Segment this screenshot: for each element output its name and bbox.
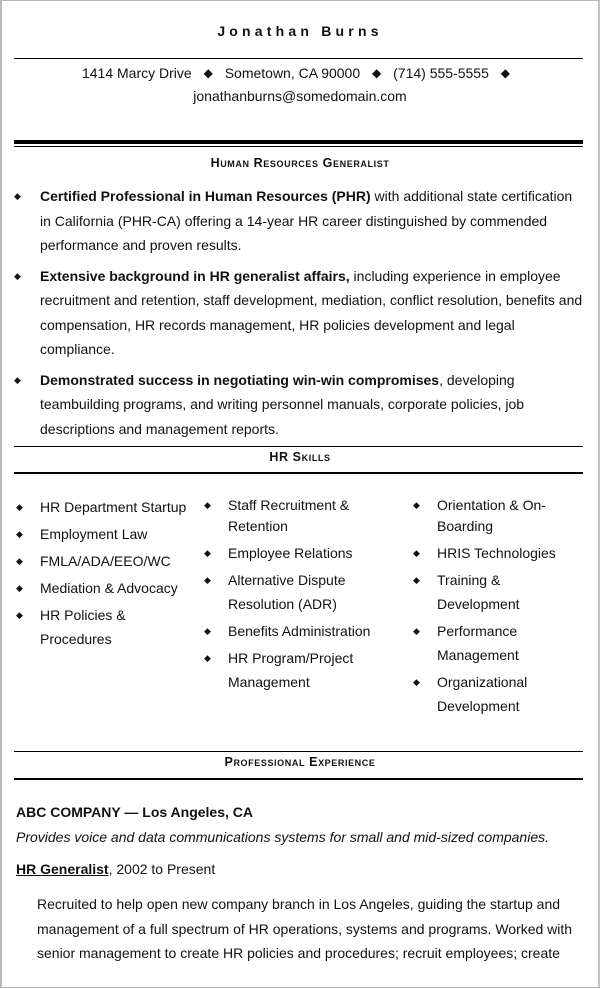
role-dates: , 2002 to Present: [108, 861, 216, 877]
header-divider: [14, 58, 583, 59]
thin-divider: [14, 146, 583, 147]
skill-label: HR Department Startup: [40, 499, 187, 515]
bullet-diamond-icon: ◆: [413, 575, 420, 585]
candidate-name: Jonathan Burns: [217, 23, 383, 39]
skill-label: HR Policies & Procedures: [40, 607, 126, 647]
skills-column-3: [413, 495, 573, 721]
skill-item: [204, 568, 363, 616]
summary-item-bold: Demonstrated success in negotiating win-win compromises: [40, 371, 440, 388]
email[interactable]: jonathanburns@somedomain.com: [193, 88, 407, 104]
summary-item-text: , developing teambuilding programs, and writing personnel manuals, corporate policies, job descriptions and management reports.: [40, 371, 525, 437]
skill-label: Performance Management: [437, 623, 519, 663]
bullet-diamond-icon: ◆: [204, 548, 211, 558]
diamond-separator-icon: ◆: [372, 66, 382, 80]
company-description: Provides voice and data communications systems for small and mid-sized companies.: [16, 829, 550, 845]
bullet-diamond-icon: ◆: [16, 529, 23, 539]
city-state-zip: Sometown, CA 90000: [224, 65, 361, 81]
experience-top-divider: [14, 751, 583, 752]
summary-item-bold: Extensive background in HR generalist affairs,: [40, 267, 350, 284]
bullet-diamond-icon: ◆: [14, 191, 21, 201]
summary-item: [14, 264, 586, 362]
skill-label: Employment Law: [40, 526, 148, 542]
skill-label: HRIS Technologies: [437, 545, 556, 561]
address: 1414 Marcy Drive: [81, 65, 192, 81]
summary-item-text: including experience in employee recruitment and retention, staff development, mediation, conflict resolution, benefits and compensation, HR records management, HR policies development and legal compliance.: [40, 267, 583, 357]
bullet-diamond-icon: ◆: [16, 556, 23, 566]
bullet-diamond-icon: ◆: [14, 374, 21, 385]
skill-item: [413, 670, 537, 718]
experience-bottom-divider: [14, 778, 583, 780]
skills-column-1: [16, 495, 196, 654]
phone: (714) 555-5555: [393, 65, 489, 81]
summary-item-text: with additional state certification in California (PHR-CA) offering a 14-year HR career distinguished by commended performance and proven results.: [40, 188, 573, 253]
bullet-diamond-icon: ◆: [16, 583, 23, 593]
skill-label: Benefits Administration: [228, 623, 371, 639]
skill-item: [204, 646, 363, 694]
role-line: [16, 861, 215, 877]
skill-item: [16, 576, 196, 600]
skill-item: [204, 495, 363, 537]
skill-item: [16, 549, 196, 573]
skills-column-2: [204, 495, 384, 697]
skill-label: FMLA/ADA/EEO/WC: [40, 553, 171, 569]
bullet-diamond-icon: ◆: [16, 610, 23, 620]
experience-title: Professional Experience: [224, 755, 376, 769]
skill-label: Alternative Dispute Resolution (ADR): [228, 572, 346, 612]
thick-divider: [14, 140, 583, 144]
summary-item: [14, 184, 586, 258]
diamond-separator-icon: ◆: [203, 66, 213, 80]
skill-item: [16, 603, 140, 651]
bullet-diamond-icon: ◆: [16, 502, 23, 512]
skill-item: [16, 495, 196, 519]
skill-label: HR Program/Project Management: [228, 650, 354, 690]
skill-item: [413, 495, 557, 537]
bullet-diamond-icon: ◆: [204, 500, 211, 510]
skill-label: Orientation & On-Boarding: [437, 497, 546, 534]
skill-item: [413, 568, 537, 616]
skill-item: [204, 619, 384, 643]
skill-label: Organizational Development: [437, 674, 528, 714]
summary-list: [14, 184, 586, 447]
bullet-diamond-icon: ◆: [204, 626, 211, 636]
bullet-diamond-icon: ◆: [413, 626, 420, 636]
skill-item: [204, 541, 384, 565]
contact-line: [2, 62, 598, 85]
skills-top-divider: [14, 446, 583, 447]
skill-label: Mediation & Advocacy: [40, 580, 178, 596]
bullet-diamond-icon: ◆: [204, 653, 211, 663]
skill-label: Training & Development: [437, 572, 520, 612]
skill-label: Employee Relations: [228, 545, 353, 561]
diamond-separator-icon: ◆: [500, 66, 511, 80]
summary-item: [14, 368, 586, 442]
skill-item: [413, 619, 537, 667]
skill-item: [16, 522, 196, 546]
skills-title: HR Skills: [269, 450, 331, 464]
bullet-diamond-icon: ◆: [204, 575, 211, 585]
skills-bottom-divider: [14, 472, 583, 474]
bullet-diamond-icon: ◆: [413, 677, 420, 687]
bullet-diamond-icon: ◆: [14, 270, 21, 281]
role-title: HR Generalist: [16, 861, 109, 877]
skill-label: Staff Recruitment & Retention: [228, 497, 350, 534]
bullet-diamond-icon: ◆: [413, 548, 420, 558]
summary-item-bold: Certified Professional in Human Resources (PHR): [40, 188, 371, 204]
company-heading: ABC COMPANY — Los Angeles, CA: [16, 804, 253, 820]
summary-title: Human Resources Generalist: [210, 156, 390, 170]
bullet-diamond-icon: ◆: [413, 500, 420, 510]
skill-item: [413, 541, 573, 565]
role-description: Recruited to help open new company branch in Los Angeles, guiding the startup and management of a full spectrum of HR operations, systems and programs. Worked with senior management to create HR policies and procedures; recruit employees; create: [37, 896, 573, 961]
